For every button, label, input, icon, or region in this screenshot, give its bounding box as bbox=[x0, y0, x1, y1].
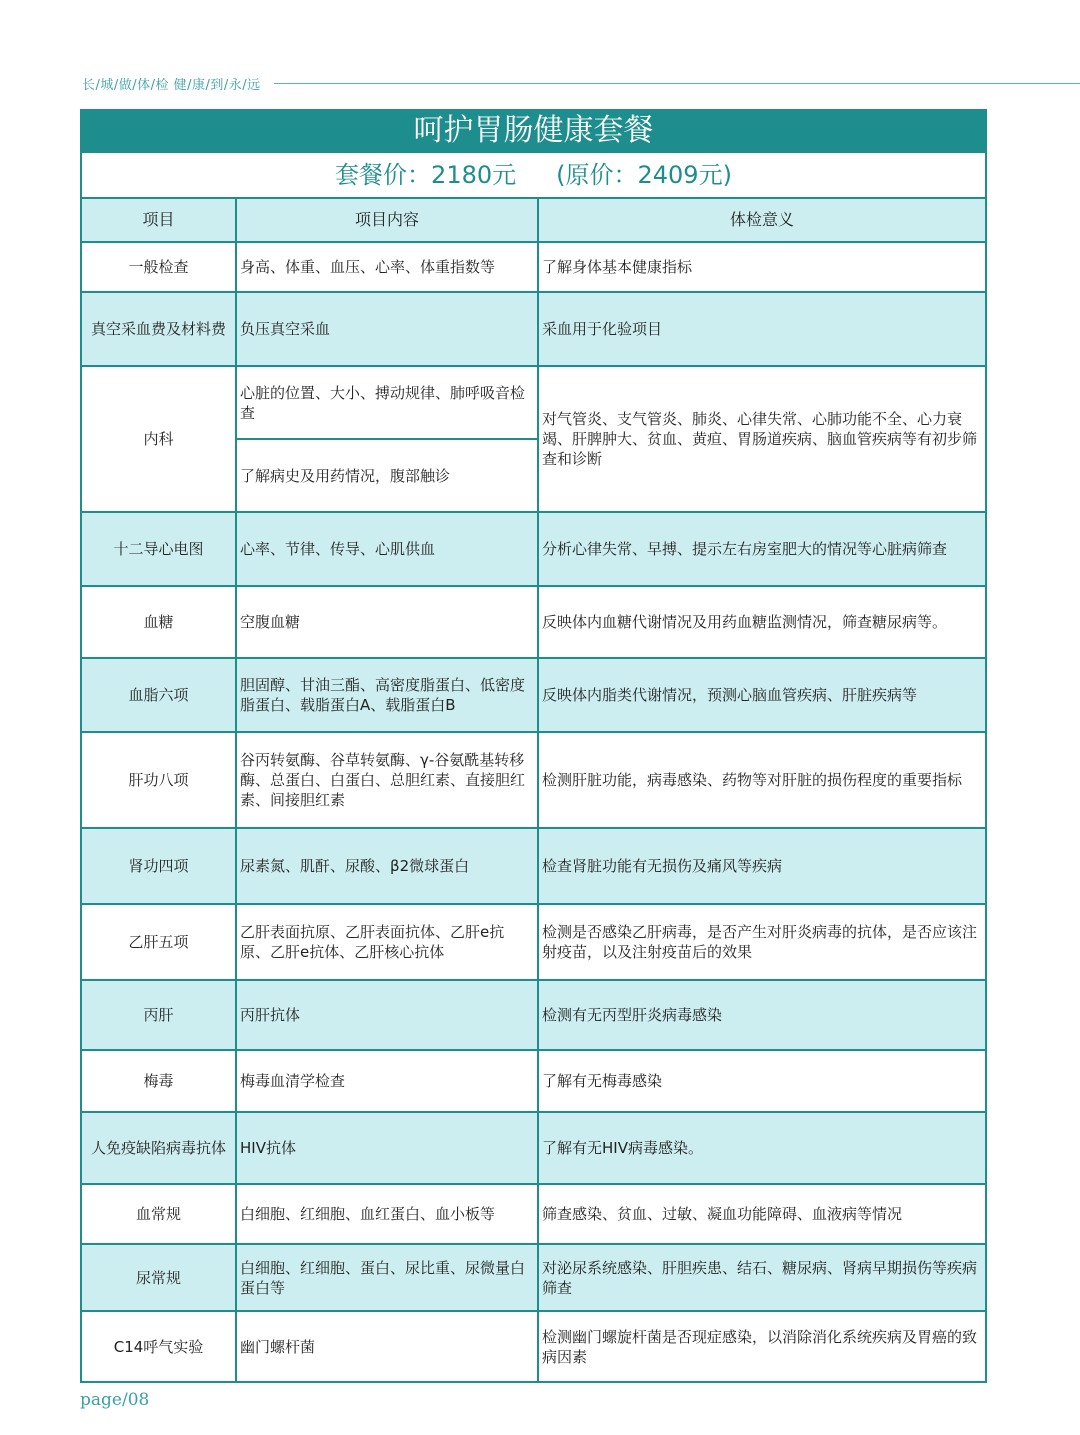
price-bar bbox=[82, 151, 985, 197]
row-content: 身高、体重、血压、心率、体重指数等 bbox=[236, 242, 538, 292]
row-content: 谷丙转氨酶、谷草转氨酶、γ-谷氨酰基转移酶、总蛋白、白蛋白、总胆红素、直接胆红素、间接胆红素 bbox=[236, 732, 538, 828]
row-meaning: 检测肝脏功能，病毒感染、药物等对肝脏的损伤程度的重要指标 bbox=[538, 732, 985, 828]
row-name: 血脂六项 bbox=[82, 658, 236, 732]
table-row bbox=[82, 1050, 985, 1112]
row-name: 丙肝 bbox=[82, 980, 236, 1050]
row-meaning: 采血用于化验项目 bbox=[538, 292, 985, 366]
row-name: 人免疫缺陷病毒抗体 bbox=[82, 1112, 236, 1184]
table-header-row bbox=[82, 198, 985, 242]
package-title: 呵护胃肠健康套餐 bbox=[82, 111, 985, 151]
header-meaning: 体检意义 bbox=[538, 198, 985, 242]
row-content: HIV抗体 bbox=[236, 1112, 538, 1184]
row-content: 负压真空采血 bbox=[236, 292, 538, 366]
row-name: 十二导心电图 bbox=[82, 512, 236, 586]
table-row bbox=[82, 732, 985, 828]
table-row bbox=[82, 980, 985, 1050]
row-content: 胆固醇、甘油三酯、高密度脂蛋白、低密度脂蛋白、载脂蛋白A、载脂蛋白B bbox=[236, 658, 538, 732]
table-row bbox=[82, 512, 985, 586]
row-meaning: 分析心律失常、早搏、提示左右房室肥大的情况等心脏病筛查 bbox=[538, 512, 985, 586]
items-table bbox=[82, 197, 985, 1381]
table-row bbox=[82, 1184, 985, 1244]
row-content: 空腹血糖 bbox=[236, 586, 538, 658]
row-meaning: 了解有无HIV病毒感染。 bbox=[538, 1112, 985, 1184]
row-name: 真空采血费及材料费 bbox=[82, 292, 236, 366]
table-row bbox=[82, 658, 985, 732]
table-row bbox=[82, 1311, 985, 1381]
row-meaning: 检查肾脏功能有无损伤及痛风等疾病 bbox=[538, 828, 985, 904]
row-content: 乙肝表面抗原、乙肝表面抗体、乙肝e抗原、乙肝e抗体、乙肝核心抗体 bbox=[236, 904, 538, 980]
row-name: 尿常规 bbox=[82, 1244, 236, 1311]
table-row bbox=[82, 242, 985, 292]
table-row bbox=[82, 904, 985, 980]
row-meaning: 筛查感染、贫血、过敏、凝血功能障碍、血液病等情况 bbox=[538, 1184, 985, 1244]
row-name: 肝功八项 bbox=[82, 732, 236, 828]
header-content: 项目内容 bbox=[236, 198, 538, 242]
row-name: 内科 bbox=[82, 366, 236, 512]
row-content: 白细胞、红细胞、蛋白、尿比重、尿微量白蛋白等 bbox=[236, 1244, 538, 1311]
original-price: (原价：2409元) bbox=[556, 161, 732, 189]
row-name: 肾功四项 bbox=[82, 828, 236, 904]
table-row bbox=[82, 828, 985, 904]
package-price: 套餐价：2180元 bbox=[335, 161, 517, 189]
row-meaning: 对泌尿系统感染、肝胆疾患、结石、糖尿病、肾病早期损伤等疾病筛查 bbox=[538, 1244, 985, 1311]
row-content-2: 了解病史及用药情况，腹部触诊 bbox=[236, 439, 538, 512]
row-name: 乙肝五项 bbox=[82, 904, 236, 980]
table-row bbox=[82, 1112, 985, 1184]
table-row bbox=[82, 1244, 985, 1311]
header-slogan: 长/城/做/体/检 健/康/到/永/远 bbox=[82, 78, 261, 93]
package-table-frame bbox=[80, 109, 987, 1383]
row-name: 梅毒 bbox=[82, 1050, 236, 1112]
row-content: 白细胞、红细胞、血红蛋白、血小板等 bbox=[236, 1184, 538, 1244]
page-number: page/08 bbox=[80, 1390, 150, 1410]
table-row bbox=[82, 366, 985, 439]
table-row bbox=[82, 586, 985, 658]
row-meaning: 了解有无梅毒感染 bbox=[538, 1050, 985, 1112]
row-meaning: 反映体内血糖代谢情况及用药血糖监测情况，筛查糖尿病等。 bbox=[538, 586, 985, 658]
row-meaning: 对气管炎、支气管炎、肺炎、心律失常、心肺功能不全、心力衰竭、肝脾肿大、贫血、黄疸、胃肠道疾病、脑血管疾病等有初步筛查和诊断 bbox=[538, 366, 985, 512]
header-divider bbox=[274, 83, 1080, 84]
row-content: 心脏的位置、大小、搏动规律、肺呼吸音检查 bbox=[236, 366, 538, 439]
row-content: 幽门螺杆菌 bbox=[236, 1311, 538, 1381]
row-content: 尿素氮、肌酐、尿酸、β2微球蛋白 bbox=[236, 828, 538, 904]
row-content: 梅毒血清学检查 bbox=[236, 1050, 538, 1112]
row-meaning: 反映体内脂类代谢情况，预测心脑血管疾病、肝脏疾病等 bbox=[538, 658, 985, 732]
row-meaning: 检测有无丙型肝炎病毒感染 bbox=[538, 980, 985, 1050]
row-meaning: 检测是否感染乙肝病毒，是否产生对肝炎病毒的抗体，是否应该注射疫苗，以及注射疫苗后的效果 bbox=[538, 904, 985, 980]
row-content: 心率、节律、传导、心肌供血 bbox=[236, 512, 538, 586]
row-meaning: 检测幽门螺旋杆菌是否现症感染，以消除消化系统疾病及胃癌的致病因素 bbox=[538, 1311, 985, 1381]
row-name: C14呼气实验 bbox=[82, 1311, 236, 1381]
row-name: 一般检查 bbox=[82, 242, 236, 292]
table-row bbox=[82, 292, 985, 366]
header-item: 项目 bbox=[82, 198, 236, 242]
row-name: 血糖 bbox=[82, 586, 236, 658]
row-name: 血常规 bbox=[82, 1184, 236, 1244]
row-content: 丙肝抗体 bbox=[236, 980, 538, 1050]
row-meaning: 了解身体基本健康指标 bbox=[538, 242, 985, 292]
